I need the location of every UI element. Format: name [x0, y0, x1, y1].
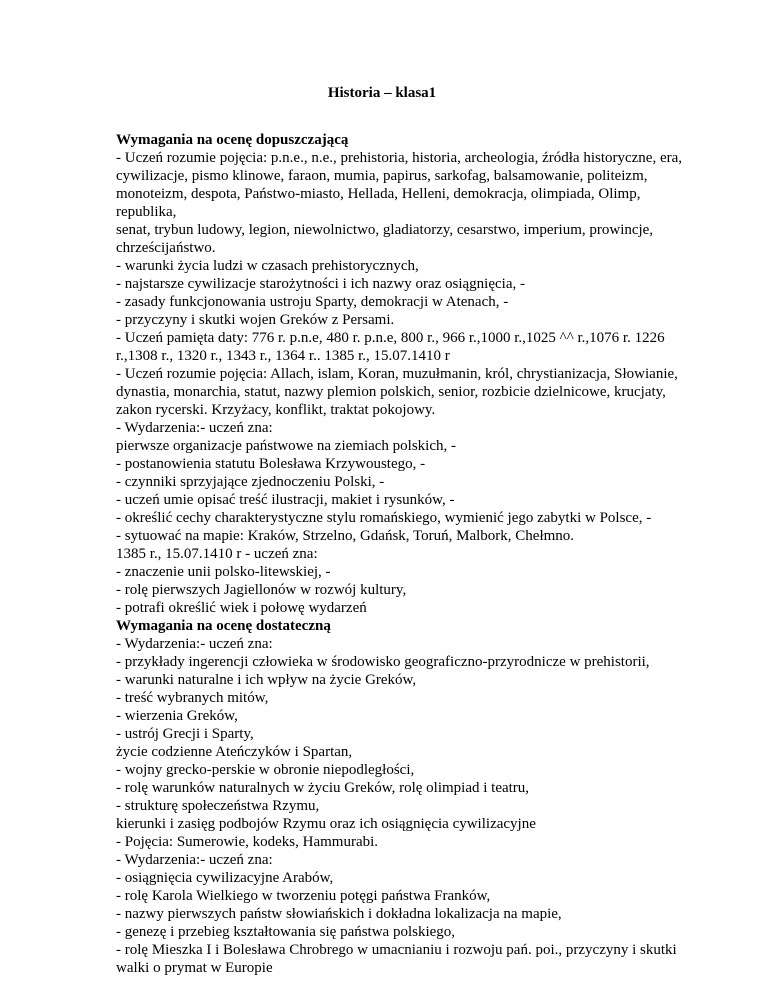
text-line: - wierzenia Greków,: [116, 708, 238, 724]
text-line: - Wydarzenia:- uczeń zna:: [116, 636, 273, 652]
text-line: - warunki naturalne i ich wpływ na życie Greków,: [116, 672, 417, 688]
text-line: - najstarsze cywilizacje starożytności i ich nazwy oraz osiągnięcia, -: [116, 276, 525, 292]
section-heading: Wymagania na ocenę dostateczną: [116, 618, 331, 634]
text-line: - strukturę społeczeństwa Rzymu,: [116, 798, 320, 814]
text-line: - nazwy pierwszych państw słowiańskich i dokładna lokalizacja na mapie,: [116, 906, 562, 922]
text-line: - zasady funkcjonowania ustroju Sparty, demokracji w Atenach, -: [116, 294, 509, 310]
text-line: senat, trybun ludowy, legion, niewolnictwo, gladiatorzy, cesarstwo, imperium, prowincje,: [116, 222, 654, 238]
text-line: - rolę Karola Wielkiego w tworzeniu potęgi państwa Franków,: [116, 888, 491, 904]
text-line: - znaczenie unii polsko-litewskiej, -: [116, 564, 331, 580]
text-line: - określić cechy charakterystyczne stylu romańskiego, wymienić jego zabytki w Polsce, -: [116, 510, 652, 526]
text-line: - Pojęcia: Sumerowie, kodeks, Hammurabi.: [116, 834, 379, 850]
text-line: - Uczeń rozumie pojęcia: p.n.e., n.e., prehistoria, historia, archeologia, źródła historyczne, era,: [116, 150, 683, 166]
text-line: - Uczeń rozumie pojęcia: Allach, islam, Koran, muzułmanin, król, chrystianizacja, Słowianie,: [116, 366, 678, 382]
text-line: - postanowienia statutu Bolesława Krzywoustego, -: [116, 456, 426, 472]
text-line: - treść wybranych mitów,: [116, 690, 269, 706]
text-line: - warunki życia ludzi w czasach prehistorycznych,: [116, 258, 419, 274]
text-line: - czynniki sprzyjające zjednoczeniu Polski, -: [116, 474, 385, 490]
text-line: monoteizm, despota, Państwo-miasto, Hellada, Helleni, demokracja, olimpiada, Olimp,: [116, 186, 641, 202]
text-line: cywilizacje, pismo klinowe, faraon, mumia, papirus, sarkofag, balsamowanie, politeizm,: [116, 168, 648, 184]
text-line: chrześcijaństwo.: [116, 240, 216, 256]
text-line: - Wydarzenia:- uczeń zna:: [116, 852, 273, 868]
text-line: - wojny grecko-perskie w obronie niepodległości,: [116, 762, 415, 778]
text-line: - przykłady ingerencji człowieka w środowisko geograficzno-przyrodnicze w prehistorii,: [116, 654, 650, 670]
text-line: 1385 r., 15.07.1410 r - uczeń zna:: [116, 546, 318, 562]
text-line: - sytuować na mapie: Kraków, Strzelno, Gdańsk, Toruń, Malbork, Chełmno.: [116, 528, 575, 544]
text-line: - potrafi określić wiek i połowę wydarzeń: [116, 600, 367, 616]
text-line: republika,: [116, 204, 177, 220]
text-line: walki o prymat w Europie: [116, 960, 273, 976]
text-line: - przyczyny i skutki wojen Greków z Persami.: [116, 312, 395, 328]
text-line: - Wydarzenia:- uczeń zna:: [116, 420, 273, 436]
text-line: zakon rycerski. Krzyżacy, konflikt, traktat pokojowy.: [116, 402, 436, 418]
text-line: - ustrój Grecji i Sparty,: [116, 726, 254, 742]
document-title: Historia – klasa1: [327, 85, 437, 101]
text-line: - osiągnięcia cywilizacyjne Arabów,: [116, 870, 334, 886]
text-line: - Uczeń pamięta daty: 776 r. p.n.e, 480 r. p.n.e, 800 r., 966 r.,1000 r.,1025 ^^ r.,1076 r. 1226: [116, 330, 665, 346]
text-line: r.,1308 r., 1320 r., 1343 r., 1364 r.. 1385 r., 15.07.1410 r: [116, 348, 450, 364]
text-line: - genezę i przebieg kształtowania się państwa polskiego,: [116, 924, 456, 940]
text-line: kierunki i zasięg podbojów Rzymu oraz ich osiągnięcia cywilizacyjne: [116, 816, 536, 832]
text-line: dynastia, monarchia, statut, nazwy plemion polskich, senior, rozbicie dzielnicowe, krucjaty,: [116, 384, 666, 400]
text-line: - rolę warunków naturalnych w życiu Greków, rolę olimpiad i teatru,: [116, 780, 530, 796]
section-heading: Wymagania na ocenę dopuszczającą: [116, 132, 349, 148]
text-line: - uczeń umie opisać treść ilustracji, makiet i rysunków, -: [116, 492, 455, 508]
document-body: [116, 131, 756, 977]
text-line: życie codzienne Ateńczyków i Spartan,: [116, 744, 353, 760]
text-line: - rolę pierwszych Jagiellonów w rozwój kultury,: [116, 582, 407, 598]
text-line: - rolę Mieszka I i Bolesława Chrobrego w umacnianiu i rozwoju pań. poi., przyczyny i skutki: [116, 942, 677, 958]
text-line: pierwsze organizacje państwowe na ziemiach polskich, -: [116, 438, 457, 454]
